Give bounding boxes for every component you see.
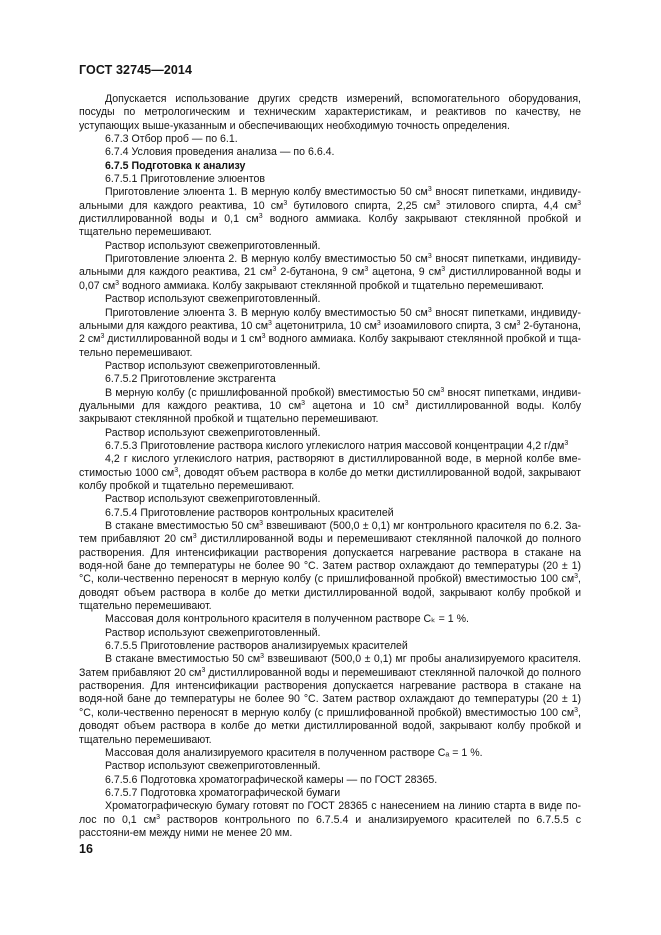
- paragraph: 6.7.5.3 Приготовление раствора кислого углекислого натрия массовой концентрации 4,2 $г/дм^3$: [105, 439, 569, 452]
- paragraph: 6.7.4 Условия проведения анализа — по 6.6.4.: [105, 146, 335, 159]
- paragraph: 6.7.5.7 Подготовка хроматографической бумаги: [105, 786, 341, 799]
- paragraph: Раствор используют свежеприготовленный.: [105, 493, 321, 506]
- paragraph: Допускается использование других средств измерений, вспомогательного оборудования, посуды по метрологическим и техническим характеристикам, и реактивов по качеству, не уступающих выше-указанным и обеспечивающих необходимую точность определения.: [79, 93, 581, 132]
- section-heading: 6.7.5 Подготовка к анализу: [105, 159, 246, 172]
- paragraph: Раствор используют свежеприготовленный.: [105, 239, 321, 252]
- paragraph: Хроматографическую бумагу готовят по ГОСТ 28365 с нанесением на линию старта в виде по-лос по 0,1 $см^3$ растворов контрольного по 6.7.5.4 и анализируемого красителей по 6.7.5.5 с расстояни-ем между ними не менее 20 мм.: [79, 800, 582, 839]
- paragraph: Приготовление элюента 3. В мерную колбу вместимостью 50 $см^3$ вносят пипетками, индивиду-альными для каждого реактива, 10 $см^3$ ацетонитрила, 10 $см^3$ изоамилового спирта, 3 $см^3$ 2-бутанона, 2 $см^3$ дистиллированной воды и 1 $см^3$ водного аммиака. Колбу закрывают стеклянной пробкой и тща-тельно перемешивают.: [79, 306, 582, 359]
- paragraph: 6.7.5.2 Приготовление экстрагента: [105, 373, 276, 386]
- paragraph: 4,2 г кислого углекислого натрия, растворяют в дистиллированной воде, в мерной колбе вме-стимостью 1000 $см^3$, доводят объем раствора в колбе до метки дистиллированной водой, закрывают колбу пробкой и тщательно перемешивают.: [79, 453, 581, 492]
- paragraph: Приготовление элюента 1. В мерную колбу вместимостью 50 $см^3$ вносят пипетками, индивиду-альными для каждого реактива, 10 $см^3$ бутилового спирта, 2,25 $см^3$ этилового спирта, 4,4 $см^3$ дистиллированной воды и 0,1 $см^3$ водного аммиака. Колбу закрывают стеклянной пробкой и тщательно перемешивают.: [79, 186, 582, 239]
- paragraph: Раствор используют свежеприготовленный.: [105, 359, 321, 372]
- paragraph: Раствор используют свежеприготовленный.: [105, 760, 321, 773]
- paragraph: Массовая доля анализируемого красителя в полученном растворе Cₐ = 1 %.: [105, 746, 483, 759]
- paragraph: 6.7.5.6 Подготовка хроматографической камеры — по ГОСТ 28365.: [105, 773, 438, 786]
- paragraph: В мерную колбу (с пришлифованной пробкой) вместимостью 50 $см^3$ вносят пипетками, индиви-дуальными для каждого реактива, 10 $см^3$ ацетона и 10 $см^3$ дистиллированной воды. Колбу закрывают стеклянной пробкой и тщательно перемешивают.: [79, 386, 581, 426]
- document-body: [79, 93, 581, 840]
- paragraph: В стакане вместимостью 50 $см^3$ взвешивают (500,0 ± 0,1) мг контрольного красителя по 6.2. За-тем прибавляют 20 $см^3$ дистиллированной воды и перемешивают стеклянной палочкой до полного растворения. Для интенсификации растворения допускается нагревание раствора в стакане на водя-ной бане до температуры не более 90 °С. Затем раствор охлаждают до температуры (20 ± 1) °С, коли-чественно переносят в мерную колбу (с пришлифованной пробкой) вместимостью 100 $см^3$, доводят объем раствора в колбе до метки дистиллированной водой, закрывают колбу пробкой и тщательно перемешивают.: [79, 520, 581, 613]
- document-header: ГОСТ 32745—2014: [79, 63, 193, 77]
- paragraph: 6.7.5.5 Приготовление растворов анализируемых красителей: [105, 640, 408, 653]
- page-number: 16: [79, 842, 93, 856]
- paragraph: 6.7.3 Отбор проб — по 6.1.: [105, 133, 238, 146]
- paragraph: В стакане вместимостью 50 $см^3$ взвешивают (500,0 ± 0,1) мг пробы анализируемого красителя. Затем прибавляют 20 $см^3$ дистиллированной воды и перемешивают стеклянной палочкой до полного растворения. Для интенсификации растворения допускается нагревание раствора в стакане на водя-ной бане до температуры не более 90 °С. Затем раствор охлаждают до температуры (20 ± 1) °С, коли-чественно переносят в мерную колбу (с пришлифованной пробкой) вместимостью 100 $см^3$, доводят объем раствора в колбе до метки дистиллированной водой, закрывают колбу пробкой и тщательно перемешивают.: [79, 653, 581, 746]
- paragraph: Раствор используют свежеприготовленный.: [105, 293, 321, 306]
- paragraph: 6.7.5.4 Приготовление растворов контрольных красителей: [105, 506, 394, 519]
- paragraph: Приготовление элюента 2. В мерную колбу вместимостью 50 $см^3$ вносят пипетками, индивиду-альными для каждого реактива, 21 $см^3$ 2-бутанона, 9 $см^3$ ацетона, 9 $см^3$ дистиллированной воды и 0,07 $см^3$ водного аммиака. Колбу закрывают стеклянной пробкой и тщательно перемешивают.: [79, 253, 582, 292]
- paragraph: 6.7.5.1 Приготовление элюентов: [105, 173, 266, 186]
- paragraph: Раствор используют свежеприготовленный.: [105, 626, 321, 639]
- paragraph: Раствор используют свежеприготовленный.: [105, 426, 321, 439]
- paragraph: Массовая доля контрольного красителя в полученном растворе Cₖ = 1 %.: [105, 613, 469, 626]
